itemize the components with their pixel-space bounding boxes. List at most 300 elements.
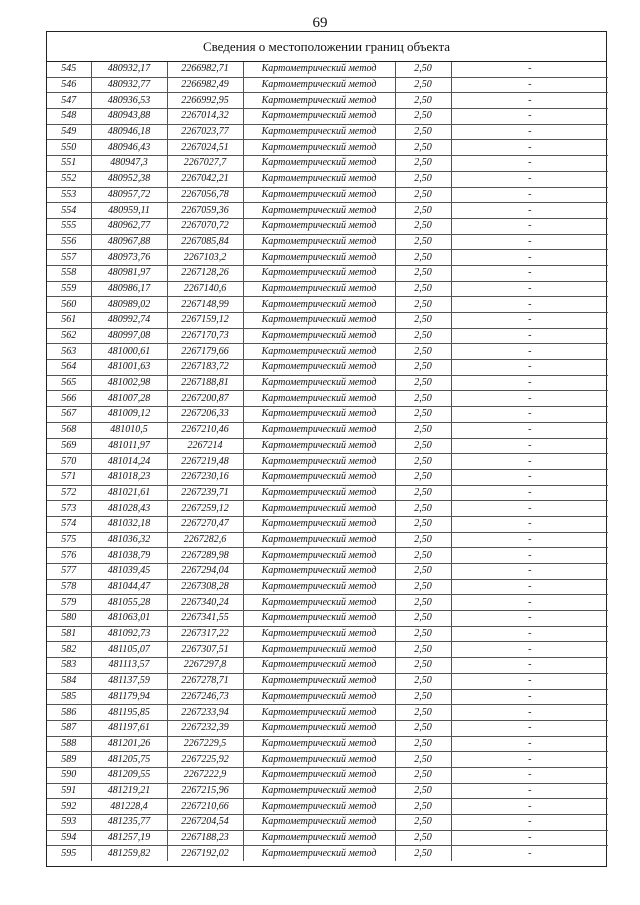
accuracy-cell: 2,50	[395, 658, 451, 674]
y-coordinate-cell: 2267056,78	[167, 187, 243, 203]
table-row	[47, 438, 608, 454]
method-cell: Картометрический метод	[243, 422, 395, 438]
point-number-cell: 580	[47, 611, 91, 627]
x-coordinate-cell: 481092,73	[91, 626, 167, 642]
accuracy-cell: 2,50	[395, 767, 451, 783]
x-coordinate-cell: 480967,88	[91, 234, 167, 250]
point-number-cell: 564	[47, 360, 91, 376]
method-cell: Картометрический метод	[243, 658, 395, 674]
x-coordinate-cell: 480943,88	[91, 109, 167, 125]
accuracy-cell: 2,50	[395, 203, 451, 219]
x-coordinate-cell: 480932,17	[91, 62, 167, 77]
table-row	[47, 375, 608, 391]
x-coordinate-cell: 481113,57	[91, 658, 167, 674]
point-number-cell: 591	[47, 783, 91, 799]
accuracy-cell: 2,50	[395, 752, 451, 768]
x-coordinate-cell: 480952,38	[91, 171, 167, 187]
table-row	[47, 234, 608, 250]
x-coordinate-cell: 480997,08	[91, 328, 167, 344]
y-coordinate-cell: 2267070,72	[167, 218, 243, 234]
accuracy-cell: 2,50	[395, 673, 451, 689]
accuracy-cell: 2,50	[395, 218, 451, 234]
accuracy-cell: 2,50	[395, 485, 451, 501]
table-row	[47, 203, 608, 219]
method-cell: Картометрический метод	[243, 705, 395, 721]
y-coordinate-cell: 2267188,23	[167, 830, 243, 846]
description-cell: -	[451, 799, 608, 815]
x-coordinate-cell: 480973,76	[91, 250, 167, 266]
description-cell: -	[451, 438, 608, 454]
description-cell: -	[451, 250, 608, 266]
accuracy-cell: 2,50	[395, 689, 451, 705]
table-row	[47, 328, 608, 344]
point-number-cell: 565	[47, 375, 91, 391]
y-coordinate-cell: 2267085,84	[167, 234, 243, 250]
y-coordinate-cell: 2267317,22	[167, 626, 243, 642]
table-row	[47, 407, 608, 423]
description-cell: -	[451, 736, 608, 752]
x-coordinate-cell: 480946,43	[91, 140, 167, 156]
method-cell: Картометрический метод	[243, 77, 395, 93]
description-cell: -	[451, 297, 608, 313]
table-row	[47, 485, 608, 501]
description-cell: -	[451, 265, 608, 281]
point-number-cell: 588	[47, 736, 91, 752]
description-cell: -	[451, 344, 608, 360]
table-row	[47, 579, 608, 595]
point-number-cell: 585	[47, 689, 91, 705]
y-coordinate-cell: 2267219,48	[167, 454, 243, 470]
method-cell: Картометрический метод	[243, 62, 395, 77]
table-row	[47, 642, 608, 658]
accuracy-cell: 2,50	[395, 407, 451, 423]
point-number-cell: 562	[47, 328, 91, 344]
accuracy-cell: 2,50	[395, 595, 451, 611]
description-cell: -	[451, 62, 608, 77]
x-coordinate-cell: 481018,23	[91, 469, 167, 485]
y-coordinate-cell: 2267206,33	[167, 407, 243, 423]
description-cell: -	[451, 375, 608, 391]
point-number-cell: 548	[47, 109, 91, 125]
table-row	[47, 218, 608, 234]
table-row	[47, 93, 608, 109]
table-row	[47, 673, 608, 689]
x-coordinate-cell: 481055,28	[91, 595, 167, 611]
point-number-cell: 579	[47, 595, 91, 611]
table-row	[47, 564, 608, 580]
description-cell: -	[451, 548, 608, 564]
point-number-cell: 574	[47, 516, 91, 532]
accuracy-cell: 2,50	[395, 234, 451, 250]
accuracy-cell: 2,50	[395, 297, 451, 313]
description-cell: -	[451, 93, 608, 109]
description-cell: -	[451, 830, 608, 846]
y-coordinate-cell: 2267246,73	[167, 689, 243, 705]
point-number-cell: 595	[47, 846, 91, 861]
accuracy-cell: 2,50	[395, 109, 451, 125]
accuracy-cell: 2,50	[395, 642, 451, 658]
description-cell: -	[451, 187, 608, 203]
description-cell: -	[451, 407, 608, 423]
method-cell: Картометрический метод	[243, 265, 395, 281]
method-cell: Картометрический метод	[243, 281, 395, 297]
y-coordinate-cell: 2267222,9	[167, 767, 243, 783]
y-coordinate-cell: 2266992,95	[167, 93, 243, 109]
x-coordinate-cell: 481010,5	[91, 422, 167, 438]
description-cell: -	[451, 313, 608, 329]
description-cell: -	[451, 532, 608, 548]
x-coordinate-cell: 481137,59	[91, 673, 167, 689]
description-cell: -	[451, 109, 608, 125]
table-row	[47, 422, 608, 438]
table-row	[47, 799, 608, 815]
table-row	[47, 140, 608, 156]
table-row	[47, 830, 608, 846]
point-number-cell: 594	[47, 830, 91, 846]
accuracy-cell: 2,50	[395, 124, 451, 140]
description-cell: -	[451, 783, 608, 799]
table-row	[47, 281, 608, 297]
x-coordinate-cell: 480981,97	[91, 265, 167, 281]
accuracy-cell: 2,50	[395, 62, 451, 77]
accuracy-cell: 2,50	[395, 736, 451, 752]
accuracy-cell: 2,50	[395, 830, 451, 846]
method-cell: Картометрический метод	[243, 846, 395, 861]
table-row	[47, 516, 608, 532]
point-number-cell: 568	[47, 422, 91, 438]
description-cell: -	[451, 77, 608, 93]
accuracy-cell: 2,50	[395, 564, 451, 580]
accuracy-cell: 2,50	[395, 250, 451, 266]
x-coordinate-cell: 481209,55	[91, 767, 167, 783]
table-row	[47, 469, 608, 485]
accuracy-cell: 2,50	[395, 626, 451, 642]
table-row	[47, 532, 608, 548]
description-cell: -	[451, 579, 608, 595]
x-coordinate-cell: 481228,4	[91, 799, 167, 815]
accuracy-cell: 2,50	[395, 375, 451, 391]
x-coordinate-cell: 480946,18	[91, 124, 167, 140]
method-cell: Картометрический метод	[243, 328, 395, 344]
point-number-cell: 549	[47, 124, 91, 140]
method-cell: Картометрический метод	[243, 171, 395, 187]
point-number-cell: 582	[47, 642, 91, 658]
x-coordinate-cell: 481235,77	[91, 815, 167, 831]
description-cell: -	[451, 124, 608, 140]
point-number-cell: 554	[47, 203, 91, 219]
table-row	[47, 360, 608, 376]
table-row	[47, 783, 608, 799]
accuracy-cell: 2,50	[395, 846, 451, 861]
description-cell: -	[451, 705, 608, 721]
accuracy-cell: 2,50	[395, 171, 451, 187]
table-row	[47, 187, 608, 203]
method-cell: Картометрический метод	[243, 516, 395, 532]
table-row	[47, 171, 608, 187]
table-row	[47, 265, 608, 281]
coordinates-table	[47, 62, 608, 861]
y-coordinate-cell: 2267210,46	[167, 422, 243, 438]
x-coordinate-cell: 481219,21	[91, 783, 167, 799]
x-coordinate-cell: 481197,61	[91, 720, 167, 736]
method-cell: Картометрический метод	[243, 140, 395, 156]
page-number: 69	[312, 15, 328, 31]
table-row	[47, 767, 608, 783]
y-coordinate-cell: 2267229,5	[167, 736, 243, 752]
x-coordinate-cell: 481000,61	[91, 344, 167, 360]
description-cell: -	[451, 360, 608, 376]
method-cell: Картометрический метод	[243, 250, 395, 266]
y-coordinate-cell: 2267215,96	[167, 783, 243, 799]
method-cell: Картометрический метод	[243, 783, 395, 799]
x-coordinate-cell: 480936,53	[91, 93, 167, 109]
method-cell: Картометрический метод	[243, 830, 395, 846]
description-cell: -	[451, 564, 608, 580]
accuracy-cell: 2,50	[395, 156, 451, 172]
x-coordinate-cell: 481063,01	[91, 611, 167, 627]
method-cell: Картометрический метод	[243, 156, 395, 172]
table-row	[47, 297, 608, 313]
x-coordinate-cell: 481105,07	[91, 642, 167, 658]
y-coordinate-cell: 2267103,2	[167, 250, 243, 266]
point-number-cell: 589	[47, 752, 91, 768]
y-coordinate-cell: 2267308,28	[167, 579, 243, 595]
x-coordinate-cell: 481007,28	[91, 391, 167, 407]
point-number-cell: 581	[47, 626, 91, 642]
y-coordinate-cell: 2267023,77	[167, 124, 243, 140]
x-coordinate-cell: 480959,11	[91, 203, 167, 219]
point-number-cell: 556	[47, 234, 91, 250]
point-number-cell: 573	[47, 501, 91, 517]
x-coordinate-cell: 481195,85	[91, 705, 167, 721]
x-coordinate-cell: 481002,98	[91, 375, 167, 391]
y-coordinate-cell: 2267230,16	[167, 469, 243, 485]
y-coordinate-cell: 2267159,12	[167, 313, 243, 329]
point-number-cell: 563	[47, 344, 91, 360]
method-cell: Картометрический метод	[243, 438, 395, 454]
method-cell: Картометрический метод	[243, 469, 395, 485]
y-coordinate-cell: 2267282,6	[167, 532, 243, 548]
description-cell: -	[451, 626, 608, 642]
x-coordinate-cell: 481044,47	[91, 579, 167, 595]
table-row	[47, 626, 608, 642]
y-coordinate-cell: 2267239,71	[167, 485, 243, 501]
x-coordinate-cell: 481257,19	[91, 830, 167, 846]
method-cell: Картометрический метод	[243, 736, 395, 752]
point-number-cell: 586	[47, 705, 91, 721]
point-number-cell: 593	[47, 815, 91, 831]
table-row	[47, 595, 608, 611]
y-coordinate-cell: 2267297,8	[167, 658, 243, 674]
method-cell: Картометрический метод	[243, 187, 395, 203]
point-number-cell: 572	[47, 485, 91, 501]
method-cell: Картометрический метод	[243, 673, 395, 689]
point-number-cell: 555	[47, 218, 91, 234]
accuracy-cell: 2,50	[395, 532, 451, 548]
method-cell: Картометрический метод	[243, 360, 395, 376]
description-cell: -	[451, 469, 608, 485]
table-row	[47, 736, 608, 752]
table-row	[47, 156, 608, 172]
accuracy-cell: 2,50	[395, 344, 451, 360]
description-cell: -	[451, 642, 608, 658]
point-number-cell: 560	[47, 297, 91, 313]
table-row	[47, 752, 608, 768]
point-number-cell: 576	[47, 548, 91, 564]
point-number-cell: 577	[47, 564, 91, 580]
y-coordinate-cell: 2267200,87	[167, 391, 243, 407]
x-coordinate-cell: 481028,43	[91, 501, 167, 517]
point-number-cell: 571	[47, 469, 91, 485]
accuracy-cell: 2,50	[395, 501, 451, 517]
y-coordinate-cell: 2267341,55	[167, 611, 243, 627]
description-cell: -	[451, 156, 608, 172]
accuracy-cell: 2,50	[395, 815, 451, 831]
y-coordinate-cell: 2267214	[167, 438, 243, 454]
method-cell: Картометрический метод	[243, 642, 395, 658]
x-coordinate-cell: 481179,94	[91, 689, 167, 705]
method-cell: Картометрический метод	[243, 218, 395, 234]
method-cell: Картометрический метод	[243, 720, 395, 736]
x-coordinate-cell: 480962,77	[91, 218, 167, 234]
point-number-cell: 551	[47, 156, 91, 172]
x-coordinate-cell: 481259,82	[91, 846, 167, 861]
x-coordinate-cell: 481038,79	[91, 548, 167, 564]
method-cell: Картометрический метод	[243, 799, 395, 815]
description-cell: -	[451, 611, 608, 627]
table-row	[47, 705, 608, 721]
accuracy-cell: 2,50	[395, 579, 451, 595]
y-coordinate-cell: 2267192,02	[167, 846, 243, 861]
point-number-cell: 557	[47, 250, 91, 266]
table-row	[47, 344, 608, 360]
accuracy-cell: 2,50	[395, 187, 451, 203]
y-coordinate-cell: 2267294,04	[167, 564, 243, 580]
x-coordinate-cell: 481011,97	[91, 438, 167, 454]
y-coordinate-cell: 2267140,6	[167, 281, 243, 297]
accuracy-cell: 2,50	[395, 548, 451, 564]
y-coordinate-cell: 2267183,72	[167, 360, 243, 376]
accuracy-cell: 2,50	[395, 93, 451, 109]
point-number-cell: 545	[47, 62, 91, 77]
x-coordinate-cell: 481009,12	[91, 407, 167, 423]
x-coordinate-cell: 481201,26	[91, 736, 167, 752]
y-coordinate-cell: 2267270,47	[167, 516, 243, 532]
y-coordinate-cell: 2267014,32	[167, 109, 243, 125]
accuracy-cell: 2,50	[395, 720, 451, 736]
y-coordinate-cell: 2267059,36	[167, 203, 243, 219]
y-coordinate-cell: 2267210,66	[167, 799, 243, 815]
y-coordinate-cell: 2267128,26	[167, 265, 243, 281]
point-number-cell: 559	[47, 281, 91, 297]
accuracy-cell: 2,50	[395, 469, 451, 485]
x-coordinate-cell: 480932,77	[91, 77, 167, 93]
method-cell: Картометрический метод	[243, 344, 395, 360]
y-coordinate-cell: 2267188,81	[167, 375, 243, 391]
y-coordinate-cell: 2266982,49	[167, 77, 243, 93]
section-title: Сведения о местоположении границ объекта	[47, 32, 606, 62]
description-cell: -	[451, 595, 608, 611]
coordinates-table-body	[47, 62, 608, 861]
accuracy-cell: 2,50	[395, 705, 451, 721]
accuracy-cell: 2,50	[395, 422, 451, 438]
table-row	[47, 62, 608, 77]
x-coordinate-cell: 481039,45	[91, 564, 167, 580]
y-coordinate-cell: 2267289,98	[167, 548, 243, 564]
method-cell: Картометрический метод	[243, 501, 395, 517]
table-row	[47, 77, 608, 93]
y-coordinate-cell: 2267278,71	[167, 673, 243, 689]
table-row	[47, 689, 608, 705]
method-cell: Картометрический метод	[243, 767, 395, 783]
method-cell: Картометрический метод	[243, 564, 395, 580]
method-cell: Картометрический метод	[243, 611, 395, 627]
description-cell: -	[451, 485, 608, 501]
description-cell: -	[451, 815, 608, 831]
point-number-cell: 584	[47, 673, 91, 689]
point-number-cell: 569	[47, 438, 91, 454]
accuracy-cell: 2,50	[395, 265, 451, 281]
description-cell: -	[451, 516, 608, 532]
accuracy-cell: 2,50	[395, 77, 451, 93]
table-row	[47, 846, 608, 861]
method-cell: Картометрический метод	[243, 689, 395, 705]
point-number-cell: 547	[47, 93, 91, 109]
y-coordinate-cell: 2267233,94	[167, 705, 243, 721]
table-row	[47, 815, 608, 831]
method-cell: Картометрический метод	[243, 109, 395, 125]
table-row	[47, 720, 608, 736]
point-number-cell: 546	[47, 77, 91, 93]
y-coordinate-cell: 2267024,51	[167, 140, 243, 156]
accuracy-cell: 2,50	[395, 516, 451, 532]
description-cell: -	[451, 391, 608, 407]
method-cell: Картометрический метод	[243, 815, 395, 831]
table-row	[47, 454, 608, 470]
point-number-cell: 570	[47, 454, 91, 470]
x-coordinate-cell: 481014,24	[91, 454, 167, 470]
accuracy-cell: 2,50	[395, 140, 451, 156]
point-number-cell: 583	[47, 658, 91, 674]
point-number-cell: 553	[47, 187, 91, 203]
boundary-table-frame	[46, 31, 607, 867]
method-cell: Картометрический метод	[243, 391, 395, 407]
point-number-cell: 561	[47, 313, 91, 329]
table-row	[47, 548, 608, 564]
x-coordinate-cell: 481036,32	[91, 532, 167, 548]
description-cell: -	[451, 203, 608, 219]
method-cell: Картометрический метод	[243, 752, 395, 768]
point-number-cell: 566	[47, 391, 91, 407]
description-cell: -	[451, 752, 608, 768]
description-cell: -	[451, 328, 608, 344]
table-row	[47, 313, 608, 329]
method-cell: Картометрический метод	[243, 297, 395, 313]
table-row	[47, 391, 608, 407]
method-cell: Картометрический метод	[243, 595, 395, 611]
accuracy-cell: 2,50	[395, 799, 451, 815]
point-number-cell: 550	[47, 140, 91, 156]
description-cell: -	[451, 422, 608, 438]
x-coordinate-cell: 481021,61	[91, 485, 167, 501]
description-cell: -	[451, 846, 608, 861]
description-cell: -	[451, 140, 608, 156]
method-cell: Картометрический метод	[243, 626, 395, 642]
point-number-cell: 575	[47, 532, 91, 548]
table-row	[47, 250, 608, 266]
y-coordinate-cell: 2267042,21	[167, 171, 243, 187]
point-number-cell: 558	[47, 265, 91, 281]
